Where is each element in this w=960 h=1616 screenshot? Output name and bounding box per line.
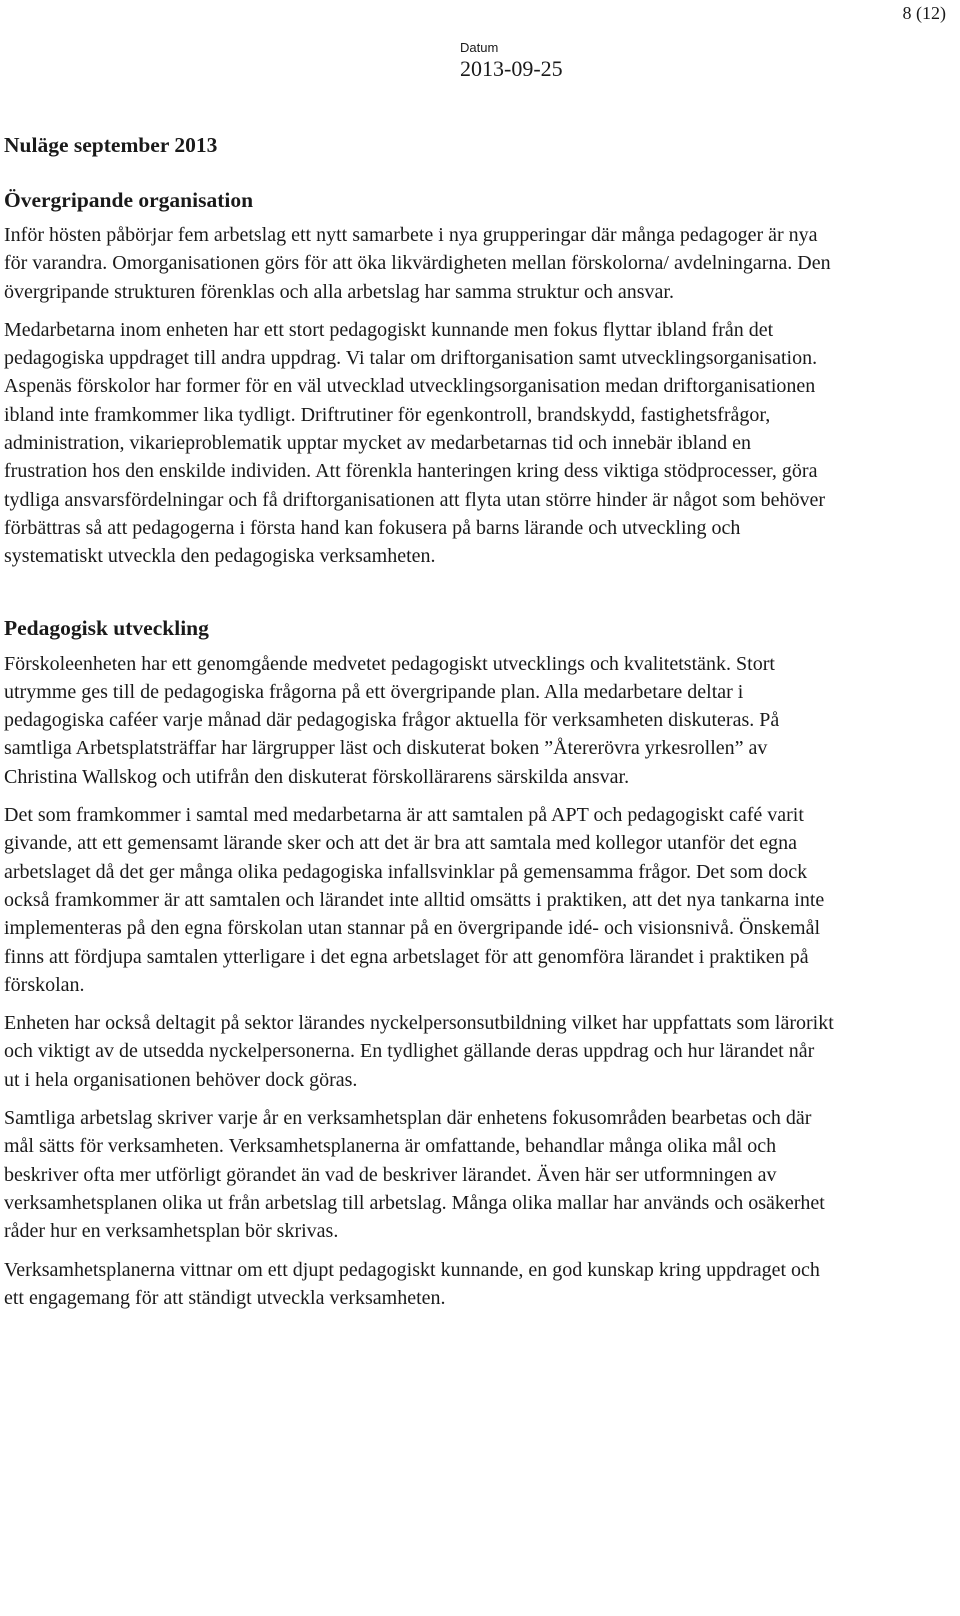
date-label: Datum: [460, 40, 499, 55]
section-heading-pedagogisk-utveckling: Pedagogisk utveckling: [4, 615, 209, 640]
paragraph: Enheten har också deltagit på sektor lärandes nyckelpersonsutbildning vilket har uppfattats som lärorikt och viktigt av de utsedda nyckelpersonerna. En tydlighet gällande deras uppdrag och hur lärandet når ut i hela organisationen behöver dock göras.: [4, 1012, 834, 1091]
date-block: [460, 40, 563, 82]
paragraph: Medarbetarna inom enheten har ett stort pedagogiskt kunnande men fokus flyttar ibland från det pedagogiska uppdraget till andra uppdrag. Vi talar om driftorganisation samt utvecklingsorganisation. Aspenäs förskolor har former för en väl utvecklad utvecklingsorganisation medan driftorganisationen ibland inte framkommer lika tydligt. Driftrutiner för egenkontroll, brandskydd, fastighetsfrågor, administration, vikarieproblematik upptar mycket av medarbetarnas tid och innebär ibland en frustration hos den enskilde individen. Att förenkla hanteringen kring dess viktiga stödprocesser, göra tydliga ansvarsfördelningar och få driftorganisationen att flyta utan större hinder är något som behöver förbättras så att pedagogerna i första hand kan fokusera på barns lärande och utveckling och systematiskt utveckla den pedagogiska verksamheten.: [4, 318, 826, 568]
page-number: 8 (12): [902, 3, 946, 23]
date-value: 2013-09-25: [460, 56, 563, 81]
document-body: [4, 130, 834, 1322]
paragraph: Det som framkommer i samtal med medarbetarna är att samtalen på APT och pedagogiskt café varit givande, att ett gemensamt lärande sker och att det är bra att samtala med kollegor utanför det egna arbetslaget då det ger många olika pedagogiska infallsvinklar på gemensamma frågor. Det som dock också framkommer är att samtalen och lärandet inte alltid omsätts i praktiken, att det nya tankarna inte implementeras på den egna förskolan utan stannar på en övergripande idé- och visionsnivå. Önskemål finns att fördjupa samtalen ytterligare i det egna arbetslaget för att genomföra lärandet i praktiken på förskolan.: [4, 804, 825, 996]
paragraph: Verksamhetsplanerna vittnar om ett djupt pedagogiskt kunnande, en god kunskap kring uppdraget och ett engagemang för att ständigt utveckla verksamheten.: [4, 1258, 820, 1309]
page-title: Nuläge september 2013: [4, 133, 218, 157]
paragraph: Förskoleenheten har ett genomgående medvetet pedagogiskt utvecklings och kvalitetstänk. Stort utrymme ges till de pedagogiska frågorna på ett övergripande plan. Alla medarbetare deltar i pedagogiska caféer varje månad där pedagogiska frågor aktuella för verksamheten diskuteras. På samtliga Arbetsplatsträffar har lärgrupper läst och diskuterat boken ”Återerövra yrkesrollen” av Christina Wallskog och utifrån den diskuterat förskollärarens särskilda ansvar.: [4, 652, 780, 788]
paragraph: Inför hösten påbörjar fem arbetslag ett nytt samarbete i nya grupperingar där många pedagoger är nya för varandra. Omorganisationen görs för att öka likvärdigheten mellan förskolorna/ avdelningarna. Den övergripande strukturen förenklas och alla arbetslag har samma struktur och ansvar.: [4, 224, 831, 303]
section-heading-organisation: Övergripande organisation: [4, 188, 254, 212]
paragraph: Samtliga arbetslag skriver varje år en verksamhetsplan där enhetens fokusområden bearbetas och där mål sätts för verksamheten. Verksamhetsplanerna är omfattande, behandlar många olika mål och beskriver ofta mer utförligt görandet än vad de beskriver lärandet. Även här ser utformningen av verksamhetsplanen olika ut från arbetslag till arbetslag. Många olika mallar har används och osäkerhet råder hur en verksamhetsplan bör skrivas.: [4, 1107, 825, 1243]
